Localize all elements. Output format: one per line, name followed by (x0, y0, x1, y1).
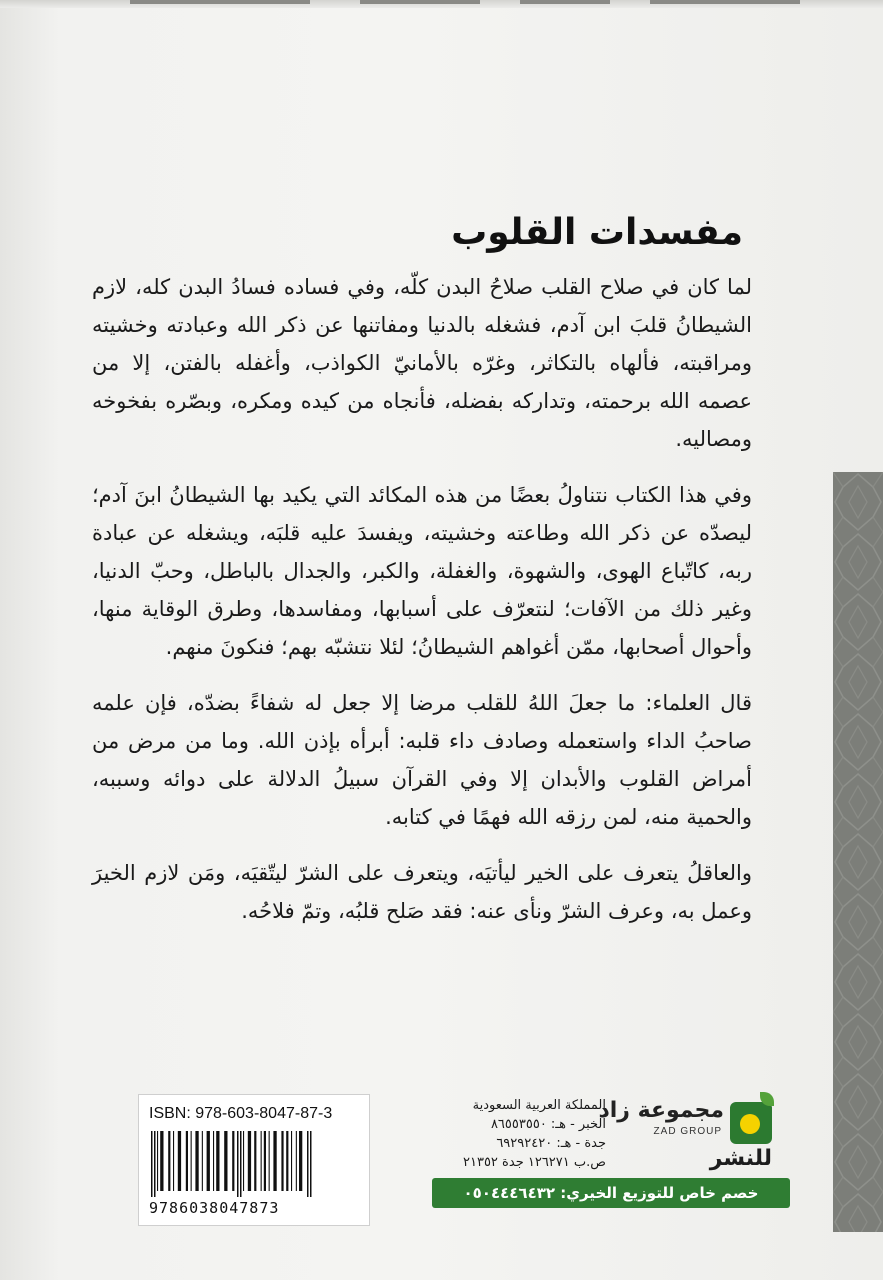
address-line: المملكة العربية السعودية (472, 1098, 606, 1113)
barcode-bar (202, 1131, 203, 1191)
barcode-bar (281, 1131, 283, 1191)
barcode-bar (243, 1131, 244, 1191)
barcode-bar (232, 1131, 234, 1191)
publisher-tagline: للنشر (709, 1146, 772, 1171)
description-paragraph: وفي هذا الكتاب نتناولُ بعضًا من هذه المكائد التي يكيد بها الشيطانُ ابنَ آدم؛ ليصدّه عن ذكر الله وطاعته وخشيته، ويفسدَ عليه قلبَه، ويشغله عن عبادة ربه، كاتّباع الهوى، والشهوة، والغفلة، والكبر، والجدال بالباطل، وحبّ الدنيا، وغير ذلك من الآفات؛ لنتعرّف على أسبابها، ومفاسدها، وطرق الوقاية منها، وأحوال أصحابها، ممّن أغواهم الشيطانُ؛ لئلا نتشبّه بهم؛ فنكونَ منهم. (92, 483, 752, 659)
book-title: مفسدات القلوب (451, 212, 743, 253)
publisher-name-en: ZAD GROUP (653, 1126, 722, 1137)
barcode-bar (307, 1131, 309, 1197)
barcode-bar (151, 1131, 153, 1197)
barcode-bar (269, 1131, 270, 1191)
description-paragraph: والعاقلُ يتعرف على الخير ليأتيَه، ويتعرف على الشرّ ليتّقيَه، ومَن لازم الخيرَ وعمل به، وعرف الشرّ ونأى عنه: فقد صَلح قلبُه، وتمّ فلاحُه. (92, 861, 752, 923)
barcode-bar (310, 1131, 312, 1197)
barcode-bar (273, 1131, 276, 1191)
top-edge-mark (130, 0, 310, 4)
barcode-bar (157, 1131, 158, 1191)
barcode-digits: 9786038047873 (149, 1199, 280, 1217)
publisher-name-ar: مجموعة زاد (598, 1098, 724, 1123)
barcode-bar (195, 1131, 198, 1191)
barcode-bar (237, 1131, 239, 1197)
zad-logo-icon (730, 1102, 772, 1144)
charity-distribution-banner: خصم خاص للتوزيع الخيري: ٠٥٠٤٤٤٦٤٣٢ (432, 1178, 790, 1208)
cover-top-edge (0, 0, 883, 8)
barcode-bar (186, 1131, 188, 1191)
isbn-barcode-box (138, 1094, 370, 1226)
barcode-bar (191, 1131, 192, 1191)
barcode-bar (248, 1131, 251, 1191)
top-edge-mark (520, 0, 610, 4)
barcode-bar (168, 1131, 170, 1191)
barcode-bar (296, 1131, 297, 1191)
barcode-bar (173, 1131, 174, 1191)
address-line: جدة - هـ: ٦٩٢٩٢٤٢٠ (496, 1136, 606, 1151)
top-edge-mark (360, 0, 480, 4)
address-line: الخبر - هـ: ٨٦٥٥٣٥٥٠ (490, 1117, 606, 1132)
barcode-bar (254, 1131, 256, 1191)
barcode-bar (160, 1131, 163, 1191)
barcode-bar (286, 1131, 288, 1191)
barcode-bar (224, 1131, 227, 1191)
publisher-logo (598, 1088, 780, 1174)
barcode-bar (213, 1131, 214, 1191)
address-line: ص.ب ١٢٦٢٧١ جدة ٢١٣٥٢ (463, 1155, 606, 1170)
decorative-pattern-band (833, 472, 883, 1232)
barcode-icon (149, 1131, 359, 1197)
barcode-bar (178, 1131, 181, 1191)
top-edge-mark (650, 0, 800, 4)
barcode-bar (264, 1131, 266, 1191)
geometric-pattern (833, 472, 883, 1232)
barcode-bar (216, 1131, 219, 1191)
book-description (92, 268, 752, 948)
publisher-address (430, 1096, 606, 1172)
barcode-bar (240, 1131, 242, 1197)
barcode-bar (207, 1131, 210, 1191)
barcode-bar (291, 1131, 292, 1191)
description-paragraph: لما كان في صلاح القلب صلاحُ البدن كلّه، وفي فساده فسادُ البدن كله، لازم الشيطانُ قلبَ ابن آدم، فشغله بالدنيا ومفاتنها عن ذكر الله وعبادته وخشيته ومراقبته، فألهاه بالتكاثر، وغرّه بالأمانيّ الكواذب، وأغفله بالفتن، إلا من عصمه الله برحمته، وتداركه بفضله، فأنجاه من كيده ومكره، وبصّره بفخوخه ومصاليه. (92, 275, 752, 451)
barcode-bar (154, 1131, 156, 1197)
barcode-bar (261, 1131, 262, 1191)
barcode-bar (299, 1131, 302, 1191)
isbn-number: ISBN: 978-603-8047-87-3 (149, 1105, 333, 1122)
description-paragraph: قال العلماء: ما جعلَ اللهُ للقلب مرضا إلا جعل له شفاءً بضدّه، فإن علمه صاحبُ الداء واستعمله وصادف داء قلبه: أبرأه بإذن الله. وما من مرض من أمراض القلوب والأبدان إلا وفي القرآن سبيلُ الدلالة على دوائه وسببه، والحمية منه، لمن رزقه الله فهمًا في كتابه. (92, 691, 752, 829)
